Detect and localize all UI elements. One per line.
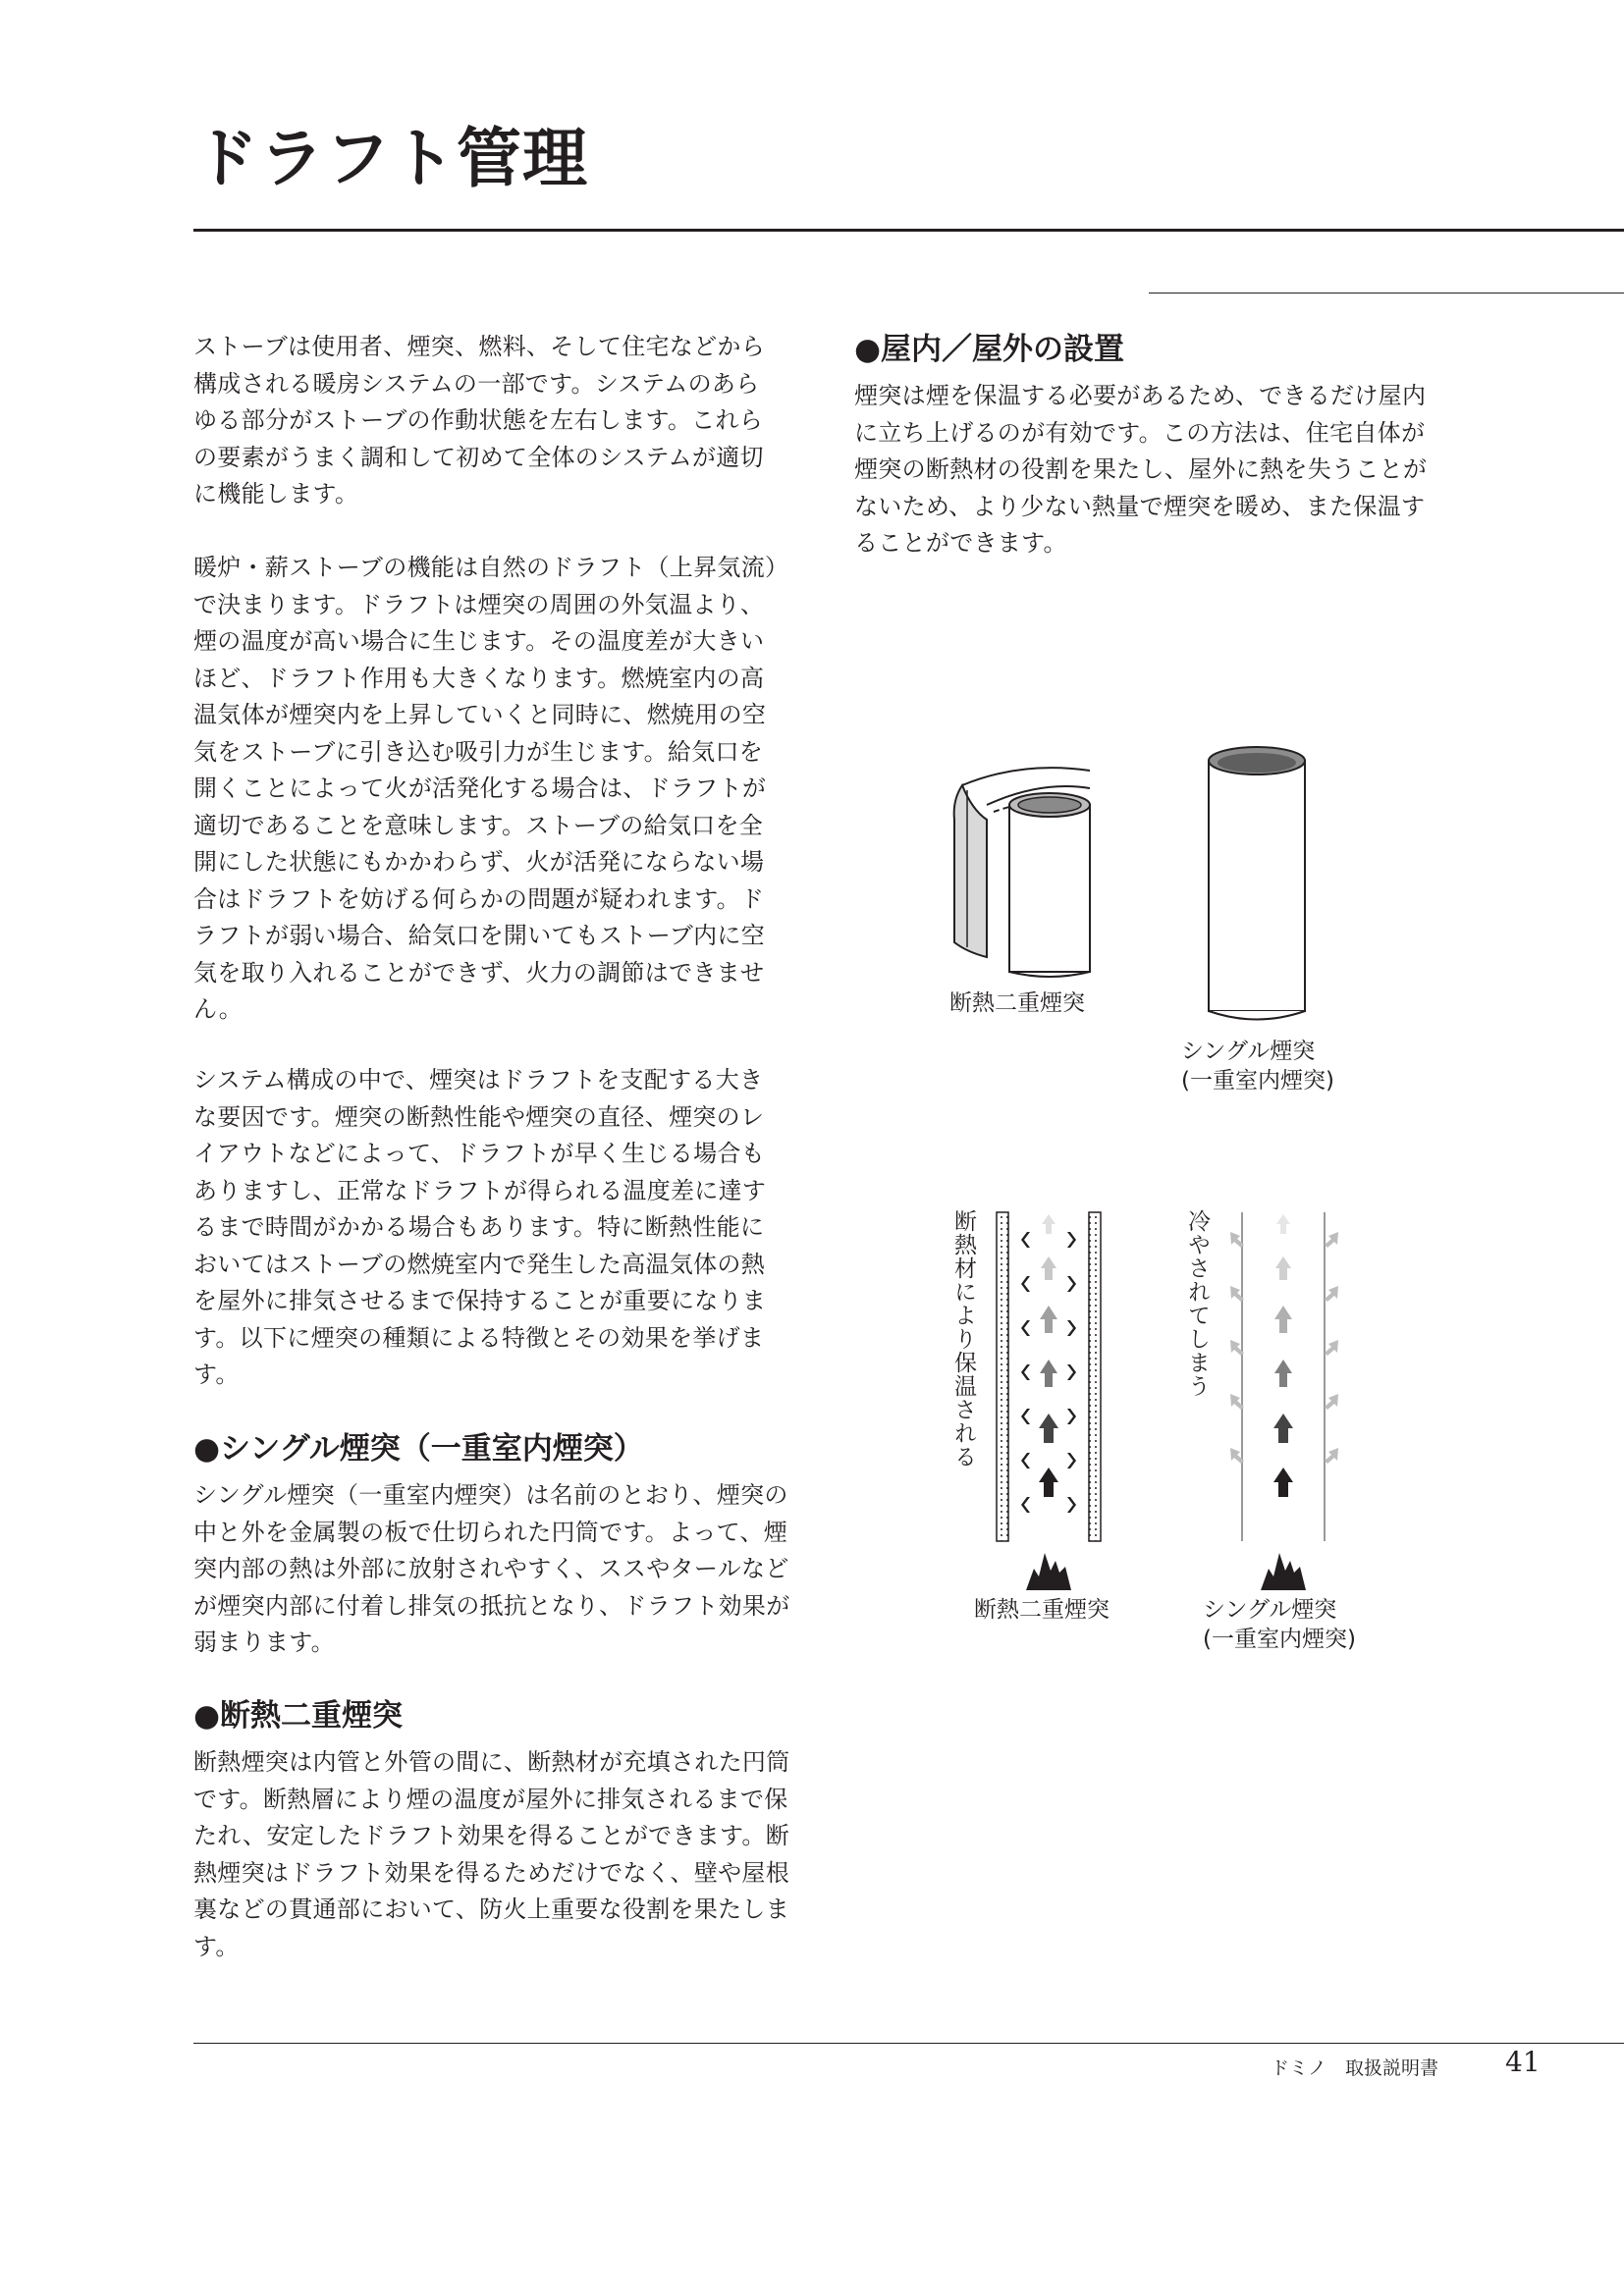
single-pipe-label: シングル煙突 (一重室内煙突): [1181, 1039, 1334, 1094]
footer-rule: [193, 2043, 1624, 2044]
single-flow-label: シングル煙突 (一重室内煙突): [1203, 1597, 1356, 1652]
insulated-chimney-heading: ●断熱二重煙突: [193, 1698, 404, 1734]
single-chimney-body: シングル煙突（一重室内煙突）は名前のとおり、煙突の中と外を金属製の板で仕切られた円筒です。よって、煙突内部の熱は外部に放射されやすく、ススやタールなどが煙突内部に付着し排気の抵抗となり、ドラフト効果が弱まります。: [193, 1481, 790, 1656]
insulated-flow-label: 断熱二重煙突: [974, 1597, 1110, 1623]
single-pipe-illustration: [1203, 741, 1311, 1031]
intro-paragraph-1: ストーブは使用者、煙突、燃料、そして住宅などから構成される暖房システムの一部です。システムのあらゆる部分がストーブの作動状態を左右します。これらの要素がうまく調和して初めて全体のシステムが適切に機能します。: [193, 333, 765, 507]
insulated-flow-diagram: [987, 1202, 1114, 1595]
intro-paragraph-3: システム構成の中で、煙突はドラフトを支配する大きな要因です。煙突の断熱性能や煙突の直径、煙突のレイアウトなどによって、ドラフトが早く生じる場合もありますし、正常なドラフトが得られる温度差に達するまで時間がかかる場合もあります。特に断熱性能においてはストーブの燃焼室内で発生した高温気体の熱を屋外に排気させるまで保持することが重要になります。以下に煙突の種類による特徴とその効果を挙げます。: [193, 1066, 767, 1388]
single-flow-diagram: [1222, 1202, 1350, 1595]
title-subrule: [1149, 293, 1624, 294]
insulated-flow-annotation: 断熱材により保温される: [950, 1209, 976, 1468]
page-title: ドラフト管理: [193, 120, 588, 196]
insulated-pipe-illustration: [933, 761, 1110, 982]
insulated-pipe-label: 断熱二重煙突: [949, 990, 1085, 1016]
page-number: 41: [1505, 2046, 1541, 2078]
intro-paragraph-2: 暖炉・薪ストーブの機能は自然のドラフト（上昇気流）で決まります。ドラフトは煙突の周囲の外気温より、煙の温度が高い場合に生じます。その温度差が大きいほど、ドラフト作用も大きくなります。燃焼室内の高温気体が煙突内を上昇していくと同時に、燃焼用の空気をストーブに引き込む吸引力が生じます。給気口を開くことによって火が活発化する場合は、ドラフトが適切であることを意味します。ストーブの給気口を全開にした状態にもかかわらず、火が活発にならない場合はドラフトを妨げる何らかの問題が疑われます。ドラフトが弱い場合、給気口を開いてもストーブ内に空気を取り入れることができず、火力の調節はできません。: [193, 554, 778, 1023]
single-flow-annotation: 冷やされてしまう: [1184, 1209, 1210, 1398]
single-chimney-heading: ●シングル煙突（一重室内煙突）: [193, 1431, 644, 1467]
title-rule: [193, 229, 1624, 232]
insulated-chimney-body: 断熱煙突は内管と外管の間に、断熱材が充填された円筒です。断熱層により煙の温度が屋外に排気されるまで保たれ、安定したドラフト効果を得ることができます。断熱煙突はドラフト効果を得るためだけでなく、壁や屋根裏などの貫通部において、防火上重要な役割を果たします。: [193, 1748, 790, 1960]
footer-text: ドミノ 取扱説明書: [1271, 2057, 1439, 2079]
indoor-outdoor-body: 煙突は煙を保温する必要があるため、できるだけ屋内に立ち上げるのが有効です。この方法は、住宅自体が煙突の断熱材の役割を果たし、屋外に熱を失うことがないため、より少ない熱量で煙突を暖め、また保温することができます。: [854, 382, 1428, 557]
indoor-outdoor-heading: ●屋内／屋外の設置: [854, 332, 1125, 367]
